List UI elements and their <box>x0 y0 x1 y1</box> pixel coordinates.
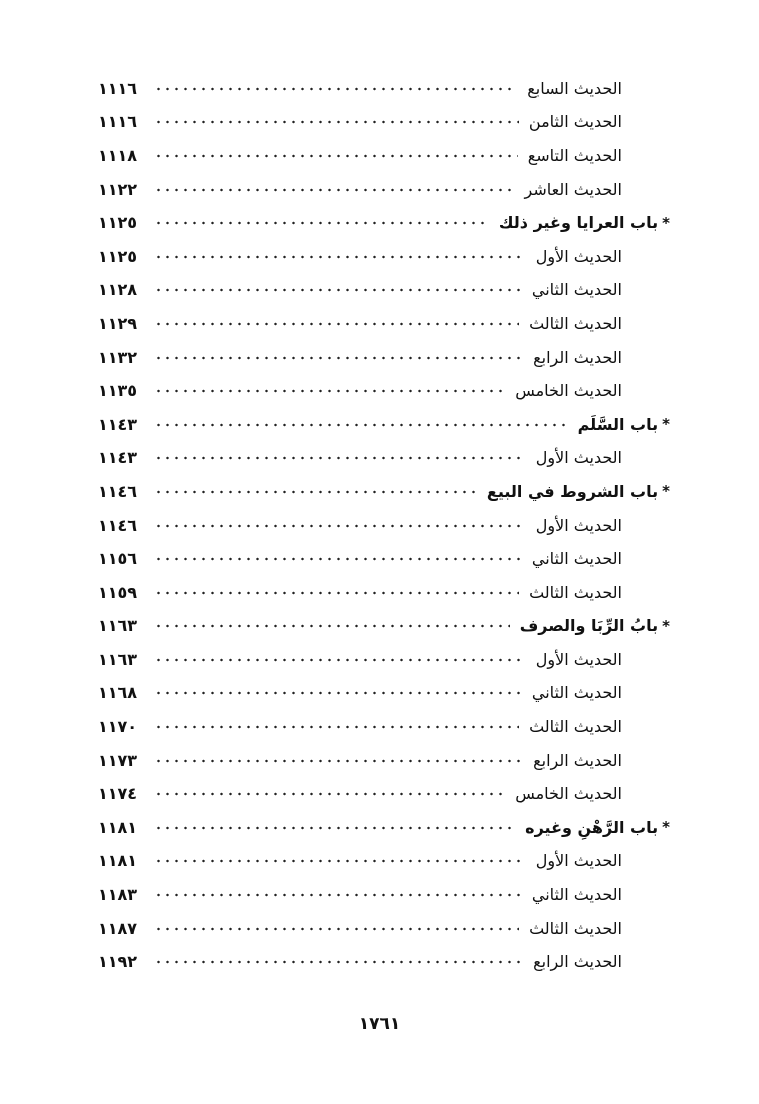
toc-entry-row <box>98 777 670 811</box>
toc-entry-page: ١١٤٣ <box>98 448 138 468</box>
toc-entry-page: ١١٥٩ <box>98 582 138 602</box>
toc-entry-title: الحديث الثالث <box>529 313 622 333</box>
dot-leader <box>154 755 523 767</box>
toc-entry-title: الحديث الأول <box>535 246 622 266</box>
toc-chapter-row <box>98 206 670 240</box>
toc-entry-row <box>98 341 670 375</box>
dot-leader <box>154 83 517 95</box>
toc-entry-row <box>98 710 670 744</box>
toc-entry-title: الحديث الثاني <box>531 683 622 703</box>
dot-leader <box>154 217 489 229</box>
toc-entry-row <box>98 542 670 576</box>
toc-entry-title: الحديث الرابع <box>533 750 622 770</box>
dot-leader <box>154 788 505 800</box>
toc-entry-title: بابُ الرِّبَا والصرف <box>519 616 659 636</box>
toc-entry-page: ١١١٦ <box>98 112 138 132</box>
toc-entry-page: ١١٢٨ <box>98 280 138 300</box>
toc-entry-row <box>98 677 670 711</box>
toc-entry-title: الحديث الثاني <box>531 549 622 569</box>
toc-entry-page: ١١٧٣ <box>98 750 138 770</box>
dot-leader <box>154 419 568 431</box>
toc-entry-title: الحديث الثالث <box>529 582 622 602</box>
dot-leader <box>154 721 519 733</box>
dot-leader <box>154 486 477 498</box>
toc-entry-page: ١١٨١ <box>98 851 138 871</box>
dot-leader <box>154 385 505 397</box>
toc-entry-title: الحديث الخامس <box>515 381 622 401</box>
toc-entry-title: الحديث الثامن <box>528 112 622 132</box>
toc-entry-row <box>98 374 670 408</box>
toc-entry-page: ١١١٦ <box>98 78 138 98</box>
toc-entry-title: الحديث الخامس <box>515 784 622 804</box>
toc-entry-row <box>98 576 670 610</box>
toc-entry-page: ١١٣٥ <box>98 381 138 401</box>
dot-leader <box>154 520 526 532</box>
toc-entry-title: باب الشروط في البيع <box>486 481 659 501</box>
chapter-star-icon: * <box>662 415 670 434</box>
dot-leader <box>154 318 519 330</box>
toc-entry-page: ١١٢٢ <box>98 179 138 199</box>
toc-entry-row <box>98 173 670 207</box>
toc-entry-title: باب العرايا وغير ذلك <box>498 213 659 233</box>
toc-entry-title: باب الرَّهْنِ وغيره <box>525 817 659 837</box>
dot-leader <box>154 352 523 364</box>
toc-chapter-row <box>98 475 670 509</box>
dot-leader <box>154 587 519 599</box>
toc-chapter-row <box>98 811 670 845</box>
dot-leader <box>154 687 522 699</box>
toc-entry-page: ١١٤٣ <box>98 414 138 434</box>
toc-entry-row <box>98 509 670 543</box>
toc-entry-row <box>98 878 670 912</box>
toc-entry-page: ١١٨٣ <box>98 885 138 905</box>
toc-entry-row <box>98 274 670 308</box>
dot-leader <box>154 620 510 632</box>
chapter-star-icon: * <box>662 213 670 232</box>
toc-entry-row <box>98 307 670 341</box>
toc-entry-page: ١١٦٣ <box>98 616 138 636</box>
dot-leader <box>154 116 519 128</box>
dot-leader <box>154 889 522 901</box>
toc-entry-row <box>98 240 670 274</box>
toc-entry-page: ١١٢٩ <box>98 313 138 333</box>
toc-entry-page: ١١٤٦ <box>98 515 138 535</box>
toc-entry-page: ١١٦٨ <box>98 683 138 703</box>
toc-entry-title: الحديث الأول <box>535 851 622 871</box>
page-number: ١٧٦١ <box>358 1014 401 1034</box>
toc-entry-title: الحديث الرابع <box>533 952 622 972</box>
toc-entry-page: ١١٧٠ <box>98 717 138 737</box>
dot-leader <box>154 184 515 196</box>
toc-entry-title: باب السَّلَم <box>577 414 659 434</box>
dot-leader <box>154 150 518 162</box>
toc-entry-title: الحديث الأول <box>535 515 622 535</box>
table-of-contents <box>98 72 670 979</box>
chapter-star-icon: * <box>662 616 670 635</box>
toc-entry-row <box>98 945 670 979</box>
toc-entry-page: ١١٨١ <box>98 817 138 837</box>
toc-entry-page: ١١٢٥ <box>98 213 138 233</box>
toc-entry-row <box>98 106 670 140</box>
toc-entry-page: ١١٣٢ <box>98 347 138 367</box>
toc-entry-row <box>98 845 670 879</box>
toc-entry-title: الحديث الثاني <box>531 885 622 905</box>
toc-entry-title: الحديث الأول <box>535 448 622 468</box>
toc-entry-row <box>98 72 670 106</box>
toc-entry-title: الحديث العاشر <box>524 179 622 199</box>
dot-leader <box>154 923 519 935</box>
toc-entry-title: الحديث الثاني <box>531 280 622 300</box>
dot-leader <box>154 553 522 565</box>
toc-entry-row <box>98 643 670 677</box>
toc-entry-page: ١١٦٣ <box>98 649 138 669</box>
toc-chapter-row <box>98 408 670 442</box>
toc-entry-row <box>98 912 670 946</box>
dot-leader <box>154 855 526 867</box>
toc-entry-row <box>98 442 670 476</box>
dot-leader <box>154 956 523 968</box>
dot-leader <box>154 654 526 666</box>
dot-leader <box>154 284 522 296</box>
toc-chapter-row <box>98 610 670 644</box>
toc-entry-page: ١١٤٦ <box>98 481 138 501</box>
toc-entry-page: ١١١٨ <box>98 145 138 165</box>
toc-entry-page: ١١٧٤ <box>98 784 138 804</box>
toc-entry-page: ١١٨٧ <box>98 918 138 938</box>
toc-entry-title: الحديث السابع <box>527 78 622 98</box>
toc-entry-row <box>98 139 670 173</box>
toc-entry-title: الحديث الثالث <box>529 918 622 938</box>
toc-entry-title: الحديث الثالث <box>529 717 622 737</box>
dot-leader <box>154 251 526 263</box>
toc-entry-title: الحديث الأول <box>535 649 622 669</box>
dot-leader <box>154 822 515 834</box>
chapter-star-icon: * <box>662 818 670 837</box>
toc-entry-page: ١١٥٦ <box>98 549 138 569</box>
toc-entry-page: ١١٩٢ <box>98 952 138 972</box>
chapter-star-icon: * <box>662 482 670 501</box>
dot-leader <box>154 452 526 464</box>
toc-entry-page: ١١٢٥ <box>98 246 138 266</box>
toc-entry-row <box>98 744 670 778</box>
toc-entry-title: الحديث التاسع <box>527 145 622 165</box>
toc-entry-title: الحديث الرابع <box>533 347 622 367</box>
